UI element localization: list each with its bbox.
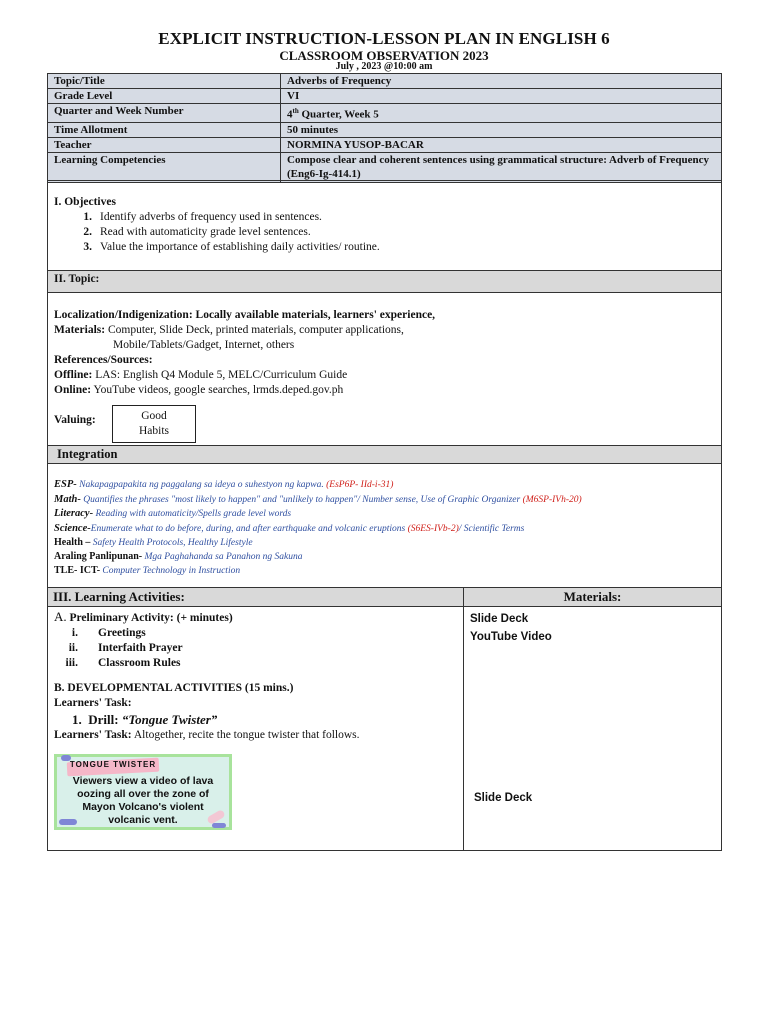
integration-section [47, 463, 722, 588]
materials-heading: Materials: [563, 589, 622, 604]
offline-label: Offline: [54, 369, 93, 381]
developmental-heading: B. DEVELOPMENTAL ACTIVITIES (15 mins.) [54, 682, 294, 694]
science-label: Science- [54, 522, 91, 534]
decor-shape [59, 819, 77, 825]
prelim-text: Preliminary Activity: (+ minutes) [66, 612, 233, 624]
item-text: Interfaith Prayer [98, 642, 183, 654]
row-label: Teacher [48, 137, 281, 152]
valuing-label: Valuing: [54, 414, 96, 426]
online-line [54, 383, 714, 398]
ordinal-suffix: th [292, 107, 299, 115]
item-number: iii. [65, 657, 78, 669]
health-text: Safety Health Protocols, Healthy Lifestyle [90, 538, 253, 548]
quarter-week: Quarter, Week 5 [298, 108, 379, 121]
literacy-line [54, 507, 722, 522]
topic-heading-band [47, 270, 722, 293]
item-text: Classroom Rules [98, 657, 181, 669]
ap-label: Araling Panlipunan- [54, 551, 143, 562]
esp-line [54, 478, 722, 493]
item-text: Identify adverbs of frequency used in sentences. [100, 211, 322, 223]
materials-heading-band [463, 587, 722, 607]
references-label: References/Sources: [54, 354, 153, 366]
row-label: Learning Competencies [48, 152, 281, 182]
materials-item: Slide Deck [474, 792, 533, 804]
math-text: Quantifies the phrases "most likely to happen" and "unlikely to happen"/ Number sense, Use of Graphic Organizer [80, 494, 521, 505]
table-row [48, 122, 722, 137]
tongue-twister-image [54, 754, 232, 830]
integration-heading: Integration [57, 447, 118, 461]
ap-line [54, 550, 722, 564]
tongue-twister-text [57, 775, 229, 827]
materials-cell [463, 606, 722, 851]
science-text: Enumerate what to do before, during, and after earthquake and volcanic eruptions [90, 523, 406, 534]
localization-line: Localization/Indigenization: Locally available materials, learners' experience, [54, 309, 436, 321]
row-label: Quarter and Week Number [48, 104, 281, 123]
quarter-number: 4 [287, 108, 293, 121]
offline-line [54, 368, 714, 383]
drill-title: “Tongue Twister” [118, 712, 218, 727]
science-line [54, 522, 722, 537]
esp-code: (EsP6P- IId-i-31) [323, 480, 394, 490]
prelim-letter: A. [54, 609, 67, 624]
item-number: 1. [83, 211, 92, 223]
tongue-twister-line: Mayon Volcano's violent [82, 801, 204, 813]
row-label: Grade Level [48, 89, 281, 104]
item-number: 3. [83, 241, 92, 253]
drill-label: Drill: [88, 712, 119, 727]
math-code: (M6SP-IVh-20) [520, 494, 582, 505]
objectives-section [47, 180, 722, 271]
esp-label: ESP- [54, 479, 77, 490]
document-title: EXPLICIT INSTRUCTION-LESSON PLAN IN ENGLISH 6 [158, 29, 610, 48]
esp-text: Nakapagpapakita ng paggalang sa ideya o suhestyon ng kapwa. [76, 480, 324, 490]
row-value: VI [281, 89, 722, 104]
learning-heading: III. Learning Activities: [53, 589, 185, 604]
document-subtitle: CLASSROOM OBSERVATION 2023 [279, 48, 489, 63]
online-text: YouTube videos, google searches, lrmds.deped.gov.ph [91, 384, 344, 396]
table-row [48, 74, 722, 89]
offline-text: LAS: English Q4 Module 5, MELC/Curriculum Guide [92, 369, 348, 381]
topic-heading: II. Topic: [54, 273, 100, 285]
row-value: 50 minutes [281, 122, 722, 137]
row-label: Time Allotment [48, 122, 281, 137]
row-value: Compose clear and coherent sentences using grammatical structure: Adverb of Frequency (Eng6-Ig-414.1) [281, 152, 722, 182]
tle-label: TLE- ICT- [54, 565, 101, 576]
materials-item: Slide Deck [470, 613, 529, 625]
table-row [48, 137, 722, 152]
literacy-label: Literacy- [54, 508, 94, 519]
decor-shape [61, 755, 71, 761]
ap-text: Mga Paghahanda sa Panahon ng Sakuna [142, 552, 303, 562]
row-value: NORMINA YUSOP-BACAR [281, 137, 722, 152]
valuing-value: Good [141, 410, 167, 422]
science-code: (S6ES-IVb-2) [405, 523, 459, 534]
math-label: Math- [54, 493, 81, 505]
prelim-line [54, 609, 459, 626]
task2-text: Altogether, recite the tongue twister that follows. [131, 729, 360, 741]
materials-text: Computer, Slide Deck, printed materials, computer applications, [105, 324, 404, 336]
decor-shape [212, 823, 226, 828]
list-item [54, 225, 380, 240]
science-tail: / Scientific Terms [458, 523, 525, 534]
item-text: Greetings [98, 627, 146, 639]
materials-line [54, 323, 714, 338]
row-label: Topic/Title [48, 74, 281, 89]
lesson-info-table [47, 73, 722, 183]
task2-label: Learners' Task: [54, 729, 132, 741]
drill-number: 1. [72, 712, 82, 727]
tongue-twister-tag-text: TONGUE TWISTER [69, 760, 157, 769]
table-row [48, 152, 722, 182]
item-text: Read with automaticity grade level sentences. [100, 226, 311, 238]
row-value: Adverbs of Frequency [281, 74, 722, 89]
math-line [54, 493, 722, 508]
tle-text: Computer Technology in Instruction [100, 566, 241, 576]
health-label: Health – [54, 537, 91, 548]
drill-line [54, 711, 459, 728]
item-number: i. [71, 627, 78, 639]
tle-line [54, 564, 722, 578]
task2-line [54, 728, 459, 743]
integration-heading-band [47, 445, 722, 464]
list-item [54, 240, 380, 255]
health-line [54, 536, 722, 550]
topic-section [47, 292, 722, 446]
table-row [48, 104, 722, 123]
objectives-list [54, 210, 380, 255]
tongue-twister-line: Viewers view a video of lava [72, 775, 214, 787]
task-label: Learners' Task: [54, 697, 132, 709]
item-number: ii. [68, 642, 78, 654]
item-text: Value the importance of establishing daily activities/ routine. [100, 241, 380, 253]
literacy-text: Reading with automaticity/Spells grade level words [93, 509, 292, 519]
list-item [54, 656, 459, 671]
objectives-heading: I. Objectives [54, 196, 116, 208]
valuing-value: Habits [138, 425, 170, 437]
list-item [54, 210, 380, 225]
tongue-twister-line: volcanic vent. [108, 814, 178, 826]
item-number: 2. [83, 226, 92, 238]
learning-heading-band [47, 587, 464, 607]
row-value [281, 104, 722, 123]
valuing-box [112, 405, 196, 443]
online-label: Online: [54, 384, 92, 396]
tongue-twister-line: oozing all over the zone of [77, 788, 209, 800]
table-row [48, 89, 722, 104]
materials-item: YouTube Video [470, 631, 552, 643]
observation-date: July , 2023 @10:00 am [335, 61, 433, 72]
materials-label: Materials: [54, 324, 106, 336]
list-item [54, 641, 459, 656]
list-item [54, 626, 459, 641]
materials-line-2: Mobile/Tablets/Gadget, Internet, others [113, 339, 295, 351]
